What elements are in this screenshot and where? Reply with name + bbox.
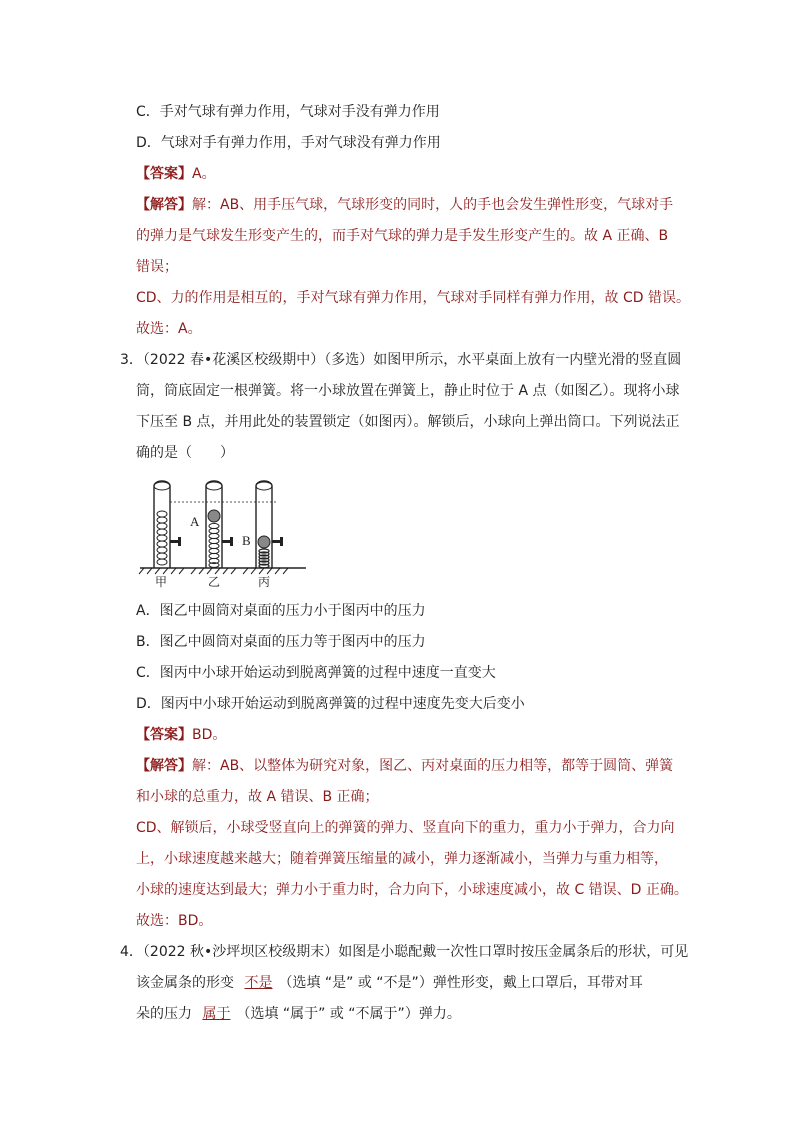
spring-cylinder-figure xyxy=(138,470,308,590)
analysis-line: 上，小球速度越来越大；随着弹簧压缩量的减小，弹力逐渐减小，当弹力与重力相等， xyxy=(136,851,668,867)
option-a: A．图乙中圆筒对桌面的压力小于图丙中的压力 xyxy=(136,603,426,619)
lock-device-jia xyxy=(170,537,181,546)
question-4-text: 朵的压力 xyxy=(136,1006,197,1022)
option-d: D．气球对手有弹力作用，手对气球没有弹力作用 xyxy=(136,135,441,151)
answer-blank-1: 不是 xyxy=(244,975,273,991)
caption-yi: 乙 xyxy=(208,575,221,589)
answer-value: BD。 xyxy=(192,727,227,743)
analysis-text: 解：AB、以整体为研究对象，图乙、丙对桌面的压力相等，都等于圆筒、弹簧 xyxy=(192,758,674,774)
question-4-stem: 4．（2022 秋•沙坪坝区校级期末）如图是小聪配戴一次性口罩时按压金属条后的形状，可见 xyxy=(120,944,689,960)
option-c: C．手对气球有弹力作用，气球对手没有弹力作用 xyxy=(136,104,440,120)
question-3-stem: 筒，筒底固定一根弹簧。将一小球放置在弹簧上，静止时位于 A 点（如图乙）。现将小球 xyxy=(136,383,680,399)
spring-jia xyxy=(157,511,167,565)
analysis-text: 解：AB、用手压气球，气球形变的同时，人的手也会发生弹性形变，气球对手 xyxy=(192,197,674,213)
ball-yi xyxy=(208,510,220,522)
question-4-stem xyxy=(136,1004,461,1024)
question-3-stem: 确的是（ ） xyxy=(136,445,234,461)
ground-hatch xyxy=(139,568,306,574)
ball-bing xyxy=(258,536,270,548)
label-b: B xyxy=(242,533,251,548)
analysis-tag: 【解答】 xyxy=(136,197,192,213)
label-a: A xyxy=(190,514,200,529)
answer-tag: 【答案】 xyxy=(136,166,192,182)
caption-jia: 甲 xyxy=(155,575,168,589)
lock-device-yi xyxy=(222,537,233,546)
question-4-stem xyxy=(136,973,643,993)
cylinder-jia xyxy=(154,481,181,568)
option-c: C．图丙中小球开始运动到脱离弹簧的过程中速度一直变大 xyxy=(136,665,496,681)
cylinder-bing xyxy=(242,481,283,568)
analysis-line: 和小球的总重力，故 A 错误、B 正确； xyxy=(136,789,379,805)
analysis-line: 小球的速度达到最大；弹力小于重力时，合力向下，小球速度减小，故 C 错误、D 正确。 xyxy=(136,882,688,898)
cylinder-yi xyxy=(190,481,233,568)
question-3-stem: 下压至 B 点，并用此处的装置锁定（如图丙）。解锁后，小球向上弹出筒口。下列说法正 xyxy=(136,414,680,430)
analysis-line: 的弹力是气球发生形变产生的，而手对气球的弹力是手发生形变产生的。故 A 正确、B xyxy=(136,228,669,244)
answer-line xyxy=(136,164,216,184)
question-4-text: （选填 “属于” 或 “不属于”）弹力。 xyxy=(236,1006,461,1022)
choice-line: 故选：BD。 xyxy=(136,913,213,929)
lock-device-bing xyxy=(272,537,283,546)
choice-line: 故选：A。 xyxy=(136,321,202,337)
option-b: B．图乙中圆筒对桌面的压力等于图丙中的压力 xyxy=(136,634,426,650)
question-3-stem: 3．（2022 春•花溪区校级期中）（多选）如图甲所示，水平桌面上放有一内壁光滑的竖直圆 xyxy=(120,352,682,368)
answer-value: A。 xyxy=(192,166,216,182)
question-4-text: 该金属条的形变 xyxy=(136,975,239,991)
option-d: D．图丙中小球开始运动到脱离弹簧的过程中速度先变大后变小 xyxy=(136,696,525,712)
answer-blank-2: 属于 xyxy=(202,1006,231,1022)
spring-bing xyxy=(259,549,269,568)
caption-bing: 丙 xyxy=(258,575,271,589)
answer-tag: 【答案】 xyxy=(136,727,192,743)
analysis-line: CD、力的作用是相互的，手对气球有弹力作用，气球对手同样有弹力作用，故 CD 错误。 xyxy=(136,290,691,306)
spring-yi xyxy=(209,523,219,567)
analysis-line: 错误； xyxy=(136,259,178,275)
analysis-line xyxy=(136,756,673,776)
answer-line xyxy=(136,725,226,745)
question-4-text: （选填 “是” 或 “不是”）弹性形变，戴上口罩后，耳带对耳 xyxy=(278,975,643,991)
analysis-line: CD、解锁后，小球受竖直向上的弹簧的弹力、竖直向下的重力，重力小于弹力，合力向 xyxy=(136,820,675,836)
analysis-tag: 【解答】 xyxy=(136,758,192,774)
analysis-line xyxy=(136,195,673,215)
